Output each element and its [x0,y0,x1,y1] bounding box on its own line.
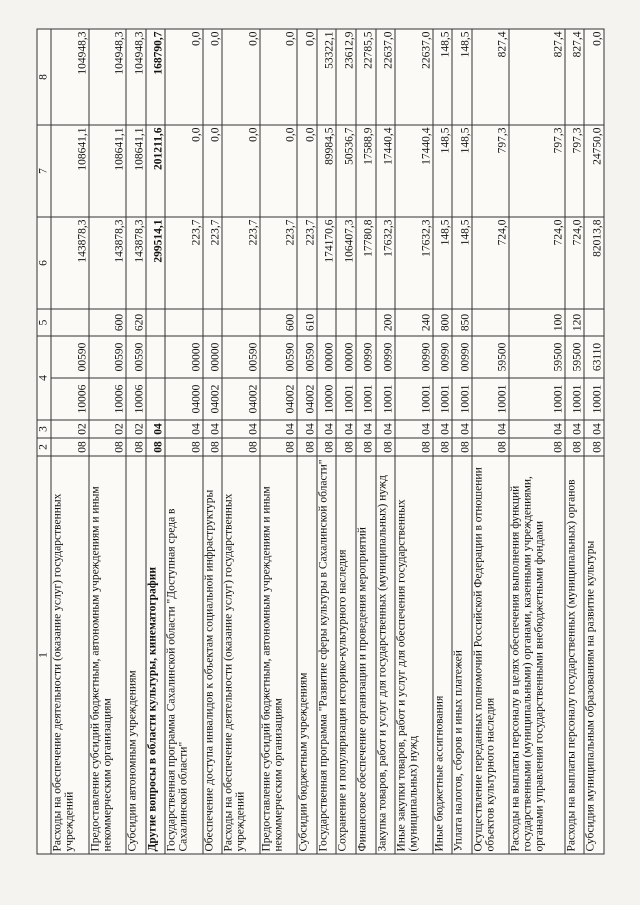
expense-type-code [336,309,356,336]
value-col8: 0,0 [260,29,298,125]
row-name: Осуществление переданных полномочий Российской Федерации в отношении объектов культурного наследия [472,456,510,854]
table-row [356,29,376,854]
value-col7: 797,3 [509,125,565,217]
expense-type-code [165,309,203,336]
rotated-page [37,30,605,855]
section-code: 08 [452,438,472,456]
value-col6: 143878,3 [126,217,146,309]
direction-code: 00990 [356,336,376,378]
section-code: 08 [222,438,260,456]
row-name: Расходы на выплаты персоналу государственных (муниципальных) органов [565,456,585,854]
value-col8: 22637,0 [376,29,396,125]
value-col8: 0,0 [297,29,317,125]
value-col6: 17632,3 [395,217,433,309]
value-col7: 108641,1 [89,125,127,217]
expense-type-code [356,309,376,336]
row-name: Уплата налогов, сборов и иных платежей [452,456,472,854]
subsection-code: 04 [336,420,356,438]
row-name: Другие вопросы в области культуры, кинематографии [146,456,166,854]
section-code: 08 [317,438,337,456]
row-name: Иные закупки товаров, работ и услуг для обеспечения государственных (муниципальных) нужд [395,456,433,854]
direction-code: 00590 [89,336,127,378]
expense-type-code [146,309,166,336]
value-col6: 299514,1 [146,217,166,309]
value-col7: 108641,1 [51,125,89,217]
subsection-code: 04 [165,420,203,438]
expense-type-code: 610 [297,309,317,336]
program-code: 10000 [317,378,337,420]
table-row [433,29,453,854]
header-cell: 1 [37,456,51,854]
value-col6: 148,5 [433,217,453,309]
table-row [472,29,510,854]
row-name: Обеспечение доступа инвалидов к объектам социальной инфраструктуры [203,456,223,854]
header-cell: 5 [37,309,51,336]
program-code: 10001 [565,378,585,420]
program-code: 10006 [126,378,146,420]
subsection-code: 04 [317,420,337,438]
subsection-code: 02 [126,420,146,438]
direction-code: 00590 [51,336,89,378]
direction-code: 00590 [222,336,260,378]
program-code: 10001 [472,378,510,420]
value-col7: 797,3 [472,125,510,217]
budget-table [37,29,605,855]
value-col6: 17780,8 [356,217,376,309]
program-code: 04002 [222,378,260,420]
expense-type-code [51,309,89,336]
subsection-code: 04 [376,420,396,438]
direction-code: 59500 [565,336,585,378]
expense-type-code: 100 [509,309,565,336]
expense-type-code: 850 [452,309,472,336]
expense-type-code [472,309,510,336]
subsection-code: 04 [297,420,317,438]
value-col8: 104948,3 [51,29,89,125]
subsection-code: 04 [395,420,433,438]
header-cell: 8 [37,29,51,125]
value-col6: 223,7 [260,217,298,309]
value-col8: 104948,3 [89,29,127,125]
direction-code: 59500 [509,336,565,378]
table-row [509,29,565,854]
value-col8: 104948,3 [126,29,146,125]
program-code: 10001 [509,378,565,420]
program-code: 10006 [51,378,89,420]
program-code [146,378,166,420]
value-col6: 148,5 [452,217,472,309]
value-col6: 143878,3 [51,217,89,309]
value-col8: 168790,7 [146,29,166,125]
value-col7: 797,3 [565,125,585,217]
expense-type-code: 620 [126,309,146,336]
direction-code: 63110 [584,336,604,378]
section-code: 08 [584,438,604,456]
direction-code: 00000 [165,336,203,378]
program-code: 10001 [452,378,472,420]
subsection-code: 02 [89,420,127,438]
section-code: 08 [146,438,166,456]
section-code: 08 [89,438,127,456]
direction-code: 00990 [433,336,453,378]
value-col8: 0,0 [165,29,203,125]
subsection-code: 02 [51,420,89,438]
row-name: Государственная программа "Развитие сферы культуры в Сахалинской области" [317,456,337,854]
subsection-code: 04 [472,420,510,438]
value-col6: 223,7 [297,217,317,309]
program-code: 10001 [433,378,453,420]
direction-code: 59500 [472,336,510,378]
header-cell: 3 [37,420,51,438]
table-row [260,29,298,854]
section-code: 08 [395,438,433,456]
expense-type-code [584,309,604,336]
value-col7: 50536,7 [336,125,356,217]
row-name: Субсидии бюджетным учреждениям [297,456,317,854]
subsection-code: 04 [584,420,604,438]
section-code: 08 [509,438,565,456]
value-col8: 23612,9 [336,29,356,125]
section-code: 08 [51,438,89,456]
value-col7: 0,0 [222,125,260,217]
subsection-code: 04 [433,420,453,438]
program-code: 10001 [336,378,356,420]
table-row [336,29,356,854]
table-row [317,29,337,854]
value-col6: 724,0 [472,217,510,309]
value-col6: 724,0 [509,217,565,309]
program-code: 10006 [89,378,127,420]
section-code: 08 [356,438,376,456]
row-name: Расходы на обеспечение деятельности (оказание услуг) государственных учреждений [51,456,89,854]
value-col8: 0,0 [203,29,223,125]
subsection-code: 04 [565,420,585,438]
subsection-code: 04 [203,420,223,438]
value-col6: 106407,3 [336,217,356,309]
table-row [146,29,166,854]
program-code: 04002 [260,378,298,420]
value-col7: 201211,6 [146,125,166,217]
table-row [395,29,433,854]
table-row [165,29,203,854]
value-col8: 0,0 [584,29,604,125]
expense-type-code [222,309,260,336]
row-name: Субсидия муниципальным образованиям на развитие культуры [584,456,604,854]
section-code: 08 [126,438,146,456]
table-row [565,29,585,854]
direction-code: 00590 [260,336,298,378]
table-row [89,29,127,854]
value-col8: 53322,1 [317,29,337,125]
value-col7: 17588,9 [356,125,376,217]
value-col8: 827,4 [509,29,565,125]
value-col7: 0,0 [297,125,317,217]
value-col8: 22785,5 [356,29,376,125]
row-name: Предоставление субсидий бюджетным, автономным учреждениям и иным некоммерческим организациям [89,456,127,854]
direction-code: 00000 [317,336,337,378]
header-cell: 7 [37,125,51,217]
program-code: 10001 [376,378,396,420]
value-col6: 17632,3 [376,217,396,309]
row-name: Финансовое обеспечение организации и проведения мероприятий [356,456,376,854]
value-col6: 223,7 [165,217,203,309]
row-name: Субсидии автономным учреждениям [126,456,146,854]
subsection-code: 04 [146,420,166,438]
value-col7: 0,0 [260,125,298,217]
direction-code: 00590 [297,336,317,378]
section-code: 08 [203,438,223,456]
row-name: Государственная программа Сахалинской области "Доступная среда в Сахалинской области" [165,456,203,854]
value-col8: 827,4 [472,29,510,125]
section-code: 08 [336,438,356,456]
direction-code: 00000 [203,336,223,378]
expense-type-code: 120 [565,309,585,336]
subsection-code: 04 [222,420,260,438]
row-name: Расходы на выплаты персоналу в целях обеспечения выполнения функций государственными (муниципальными) органами, казенными учреждениями, органами управления государственными внебюджетными фондами [509,456,565,854]
value-col6: 174170,6 [317,217,337,309]
value-col8: 148,5 [452,29,472,125]
table-row [51,29,89,854]
expense-type-code [317,309,337,336]
row-name: Закупка товаров, работ и услуг для государственных (муниципальных) нужд [376,456,396,854]
direction-code: 00000 [336,336,356,378]
section-code: 08 [297,438,317,456]
header-cell: 4 [37,336,51,420]
value-col7: 17440,4 [376,125,396,217]
expense-type-code: 240 [395,309,433,336]
value-col6: 223,7 [203,217,223,309]
value-col7: 148,5 [433,125,453,217]
direction-code: 00590 [126,336,146,378]
value-col8: 148,5 [433,29,453,125]
expense-type-code: 600 [260,309,298,336]
section-code: 08 [260,438,298,456]
program-code: 10001 [395,378,433,420]
value-col6: 143878,3 [89,217,127,309]
table-row [126,29,146,854]
section-code: 08 [376,438,396,456]
value-col7: 24750,0 [584,125,604,217]
program-code: 10001 [356,378,376,420]
header-cell: 2 [37,438,51,456]
value-col7: 17440,4 [395,125,433,217]
subsection-code: 04 [356,420,376,438]
direction-code: 00990 [452,336,472,378]
value-col8: 827,4 [565,29,585,125]
direction-code: 00990 [395,336,433,378]
value-col7: 89984,5 [317,125,337,217]
direction-code [146,336,166,378]
value-col7: 0,0 [203,125,223,217]
table-row [297,29,317,854]
row-name: Предоставление субсидий бюджетным, автономным учреждениям и иным некоммерческим организациям [260,456,298,854]
row-name: Расходы на обеспечение деятельности (оказание услуг) государственных учреждений [222,456,260,854]
value-col8: 22637,0 [395,29,433,125]
expense-type-code: 800 [433,309,453,336]
expense-type-code: 600 [89,309,127,336]
expense-type-code: 200 [376,309,396,336]
value-col7: 148,5 [452,125,472,217]
value-col7: 0,0 [165,125,203,217]
header-row [37,29,51,854]
table-row [203,29,223,854]
program-code: 04002 [297,378,317,420]
subsection-code: 04 [260,420,298,438]
row-name: Сохранение и популяризация историко-культурного наследия [336,456,356,854]
program-code: 04002 [203,378,223,420]
value-col8: 0,0 [222,29,260,125]
subsection-code: 04 [509,420,565,438]
section-code: 08 [433,438,453,456]
table-row [376,29,396,854]
program-code: 10001 [584,378,604,420]
value-col6: 724,0 [565,217,585,309]
table-row [452,29,472,854]
expense-type-code [203,309,223,336]
direction-code: 00990 [376,336,396,378]
program-code: 04000 [165,378,203,420]
table-row [584,29,604,854]
value-col6: 82013,8 [584,217,604,309]
value-col6: 223,7 [222,217,260,309]
table-row [222,29,260,854]
section-code: 08 [472,438,510,456]
header-cell: 6 [37,217,51,309]
section-code: 08 [165,438,203,456]
row-name: Иные бюджетные ассигнования [433,456,453,854]
value-col7: 108641,1 [126,125,146,217]
section-code: 08 [565,438,585,456]
subsection-code: 04 [452,420,472,438]
